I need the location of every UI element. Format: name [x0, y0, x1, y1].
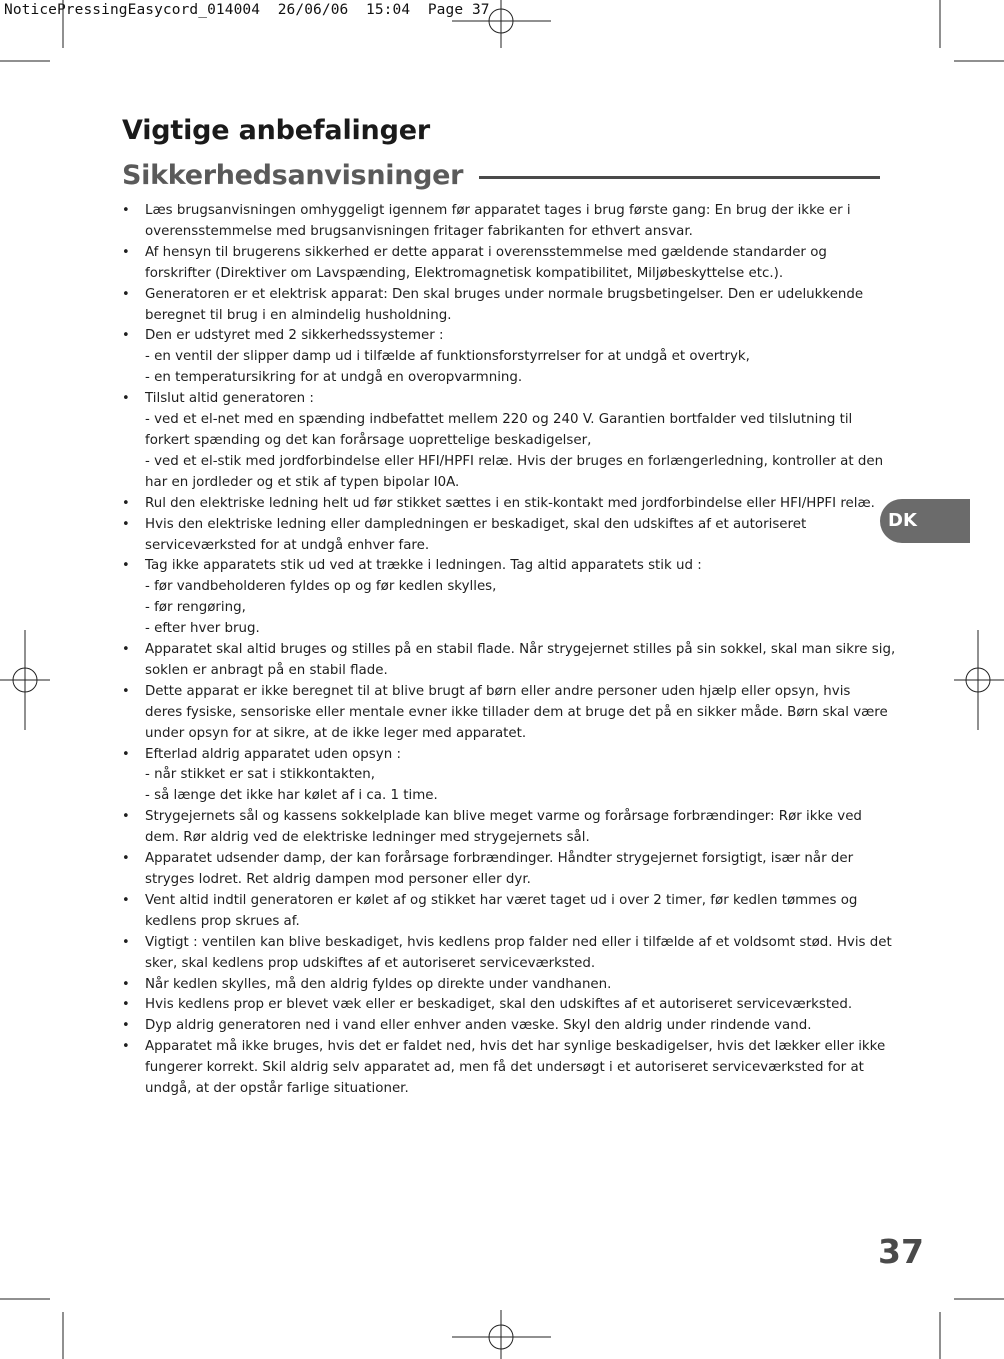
list-item [122, 807, 882, 849]
list-item-line: • Tilslut altid generatoren : [145, 391, 314, 407]
list-item [122, 326, 882, 389]
page-title: Vigtige anbefalinger [122, 115, 430, 146]
list-item-line: kedlens prop skrues af. [145, 913, 300, 929]
list-item-line: • Vent altid indtil generatoren er kølet af og stikket har været taget ud i over 2 timer, før kedlen tømmes og [145, 892, 858, 908]
registration-mark-right [954, 630, 1004, 730]
list-item-line: - en ventil der slipper damp ud i tilfælde af funktionsforstyrrelser for at undgå et overtryk, [145, 349, 750, 365]
list-item-line: - når stikket er sat i stikkontakten, [145, 767, 376, 783]
list-item [122, 1016, 882, 1037]
list-item-line: - før vandbeholderen fyldes op og før kedlen skylles, [145, 579, 497, 595]
registration-mark-bottom [452, 1310, 551, 1359]
list-item [122, 201, 882, 243]
list-item-line: forkert spænding og det kan forårsage uoprettelige beskadigelser, [145, 432, 592, 448]
list-item-line: sker, skal kedlens prop udskiftes af et autoriseret serviceværksted. [145, 955, 596, 971]
page-number: 37 [878, 1232, 924, 1271]
list-item-line: • Strygejernets sål og kassens sokkelplade kan blive meget varme og forårsage forbrændinger: Rør ikke ved [145, 809, 862, 825]
list-item-line: • Rul den elektriske ledning helt ud før stikket sættes i en stik-kontakt med jordforbindelse eller HFI/HPFI relæ. [145, 495, 875, 511]
list-item [122, 975, 882, 996]
registration-mark-top [452, 0, 551, 48]
list-item [122, 1037, 886, 1100]
list-item-line: soklen er anbragt på en stabil flade. [145, 662, 388, 678]
print-header: NoticePressingEasycord_014004 26/06/06 15:04 Page 37 [4, 2, 490, 18]
list-item [122, 389, 882, 494]
list-item [122, 243, 882, 285]
list-item [122, 556, 882, 640]
list-item-line: forskrifter (Direktiver om Lavspænding, Elektromagnetisk kompatibilitet, Miljøbeskyttelse etc.). [145, 265, 784, 281]
list-item-line: stryges lodret. Ret aldrig dampen mod personer eller dyr. [145, 872, 531, 887]
list-item-line: - en temperatursikring for at undgå en overopvarmning. [145, 370, 523, 386]
list-item-line: serviceværksted for at undgå enhver fare. [145, 537, 430, 553]
safety-instructions-list [122, 201, 896, 1100]
list-item-line: • Den er udstyret med 2 sikkerhedssystemer : [145, 328, 444, 344]
list-item [122, 933, 892, 975]
list-item [122, 891, 882, 933]
list-item [122, 285, 882, 327]
section-rule [479, 176, 880, 179]
list-item-line: - så længe det ikke har kølet af i ca. 1 time. [145, 788, 438, 804]
list-item-line: • Hvis den elektriske ledning eller dampledningen er beskadiget, skal den udskiftes af et autoriseret [145, 516, 807, 532]
list-item-line: dem. Rør aldrig ved de elektriske ledninger med strygejernets sål. [145, 830, 590, 846]
list-item [122, 682, 888, 745]
list-item-line: • Generatoren er et elektrisk apparat: Den skal bruges under normale brugsbetingelser. Den er udelukkende [145, 286, 864, 302]
list-item-line: • Vigtigt : ventilen kan blive beskadiget, hvis kedlens prop falder ned eller i tilfælde af et voldsomt stød. Hvis det [145, 934, 892, 950]
list-item [122, 849, 882, 891]
list-item [122, 745, 882, 808]
list-item-line: - ved et el-net med en spænding indbefattet mellem 220 og 240 V. Garantien bortfalder ved tilslutning til [145, 412, 853, 428]
list-item [122, 515, 882, 557]
list-item-line: - før rengøring, [145, 600, 246, 616]
list-item [122, 640, 896, 682]
list-item-line: • Tag ikke apparatets stik ud ved at trække i ledningen. Tag altid apparatets stik ud : [145, 558, 702, 574]
list-item-line: fungerer korrekt. Skil aldrig selv apparatet ad, men få det undersøgt i et autoriseret serviceværksted for at [145, 1060, 864, 1076]
list-item-line: overensstemmelse med brugsanvisningen fritager fabrikanten for ethvert ansvar. [145, 223, 693, 239]
registration-mark-left [0, 630, 50, 730]
list-item [122, 995, 882, 1016]
list-item [122, 494, 882, 515]
list-item-line: under opsyn for at sikre, at de ikke leger med apparatet. [145, 725, 527, 741]
list-item-line: • Dyp aldrig generatoren ned i vand eller enhver anden væske. Skyl den aldrig under rindende vand. [145, 1018, 812, 1034]
list-item-line: • Apparatet udsender damp, der kan forårsage forbrændinger. Håndter strygejernet forsigtigt, især når der [145, 851, 854, 867]
list-item-line: • Apparatet må ikke bruges, hvis det er faldet ned, hvis det har synlige beskadigelser, hvis det lækker eller ikke [145, 1039, 886, 1055]
section-title: Sikkerhedsanvisninger [122, 160, 464, 191]
list-item-line: • Efterlad aldrig apparatet uden opsyn : [145, 746, 401, 762]
list-item-line: • Af hensyn til brugerens sikkerhed er dette apparat i overensstemmelse med gældende standarder og [145, 244, 827, 260]
list-item-line: • Dette apparat er ikke beregnet til at blive brugt af børn eller andre personer uden hjælp eller opsyn, hvis [145, 683, 851, 699]
list-item-line: - efter hver brug. [145, 621, 260, 637]
section-header [122, 160, 880, 191]
list-item-line: deres fysiske, sensoriske eller mentale evner ikke tillader dem at bruge det på en sikker måde. Børn skal være [145, 704, 888, 720]
list-item-line: beregnet til brug i en almindelig husholdning. [145, 307, 452, 323]
list-item-line: undgå, at der opstår farlige situationer. [145, 1081, 409, 1097]
list-item-line: har en jordleder og et stik af typen bipolar I0A. [145, 474, 460, 490]
list-item-line: • Apparatet skal altid bruges og stilles på en stabil flade. Når strygejernet stilles på sin sokkel, skal man sikre sig, [145, 642, 896, 658]
list-item-line: • Når kedlen skylles, må den aldrig fyldes op direkte under vandhanen. [145, 976, 612, 992]
list-item-line: • Læs brugsanvisningen omhyggeligt igennem før apparatet tages i brug første gang: En brug der ikke er i [145, 203, 851, 218]
list-item-line: - ved et el-stik med jordforbindelse eller HFI/HPFI relæ. Hvis der bruges en forlængerledning, kontroller at den [145, 453, 884, 469]
language-tab: DK [880, 499, 970, 543]
list-item-line: • Hvis kedlens prop er blevet væk eller er beskadiget, skal den udskiftes af et autoriseret serviceværksted. [145, 997, 853, 1013]
